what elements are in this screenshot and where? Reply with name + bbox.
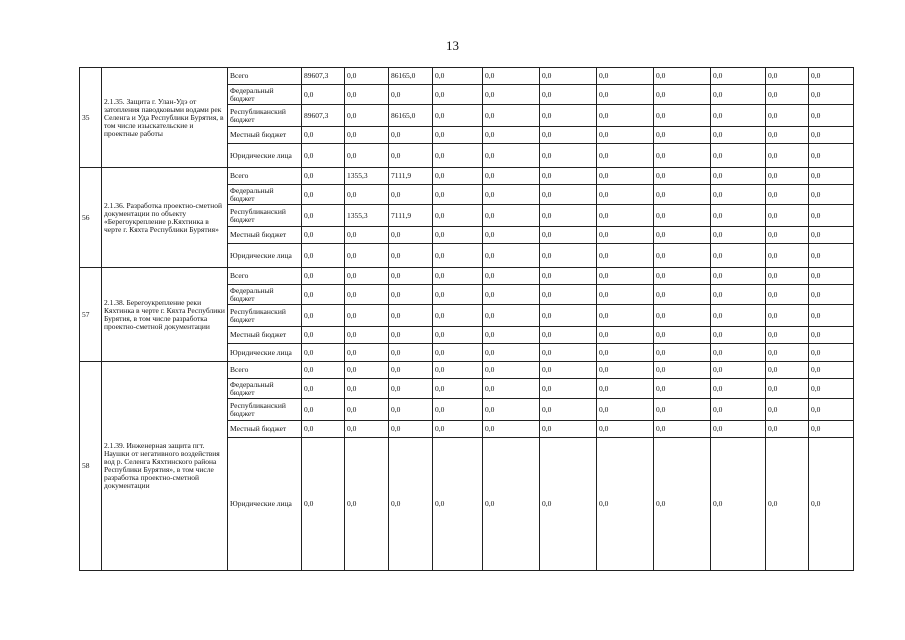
value-cell: 0,0 [483,227,540,244]
value-cell: 1355,3 [345,168,389,185]
value-cell: 0,0 [711,85,766,105]
value-cell: 0,0 [809,421,854,438]
value-cell: 0,0 [809,205,854,227]
value-cell: 0,0 [654,399,711,421]
value-cell: 0,0 [540,168,597,185]
value-cell: 0,0 [597,344,654,362]
value-cell: 0,0 [766,362,809,379]
value-cell: 0,0 [389,244,433,268]
value-cell: 0,0 [711,399,766,421]
budget-body [80,68,898,571]
value-cell: 0,0 [597,185,654,205]
value-cell: 0,0 [654,144,711,168]
value-cell: 0,0 [654,344,711,362]
value-cell: 0,0 [433,421,483,438]
value-cell: 0,0 [766,268,809,285]
value-cell: 0,0 [809,438,854,571]
value-cell: 0,0 [483,144,540,168]
value-cell: 0,0 [711,68,766,85]
value-cell: 0,0 [540,205,597,227]
value-cell: 0,0 [809,244,854,268]
value-cell: 0,0 [597,305,654,327]
value-cell: 0,0 [766,244,809,268]
value-cell: 0,0 [302,144,345,168]
value-cell: 0,0 [389,85,433,105]
value-cell: 0,0 [711,438,766,571]
value-cell: 0,0 [597,362,654,379]
value-cell: 0,0 [389,227,433,244]
value-cell: 0,0 [483,399,540,421]
value-cell: 0,0 [540,127,597,144]
value-cell: 0,0 [433,362,483,379]
value-cell: 0,0 [654,285,711,305]
value-cell: 0,0 [540,244,597,268]
value-cell: 0,0 [711,327,766,344]
value-cell: 0,0 [711,185,766,205]
value-cell: 0,0 [433,168,483,185]
value-cell: 0,0 [345,227,389,244]
funding-source: Всего [228,68,302,85]
value-cell: 0,0 [540,379,597,399]
value-cell: 0,0 [302,305,345,327]
funding-source: Всего [228,268,302,285]
value-cell: 0,0 [345,105,389,127]
value-cell: 0,0 [809,127,854,144]
funding-source: Местный бюджет [228,227,302,244]
value-cell: 0,0 [809,144,854,168]
value-cell: 0,0 [766,421,809,438]
value-cell: 0,0 [654,327,711,344]
value-cell: 0,0 [345,421,389,438]
value-cell: 0,0 [809,227,854,244]
value-cell: 0,0 [711,379,766,399]
row-number: 57 [80,268,102,362]
funding-source: Всего [228,362,302,379]
value-cell: 0,0 [302,362,345,379]
value-cell: 7111,9 [389,168,433,185]
value-cell: 0,0 [540,268,597,285]
value-cell: 86165,0 [389,68,433,85]
value-cell: 0,0 [389,421,433,438]
value-cell: 0,0 [433,285,483,305]
value-cell: 0,0 [483,85,540,105]
value-cell: 0,0 [766,399,809,421]
value-cell: 0,0 [766,85,809,105]
activity-name: 2.1.38. Берегоукрепление реки Кяхтинка в черте г. Кяхта Республики Бурятия, в том числе разработка проектно-сметной документации [102,268,228,362]
funding-source: Федеральный бюджет [228,379,302,399]
value-cell: 0,0 [302,185,345,205]
value-cell: 0,0 [302,227,345,244]
value-cell: 0,0 [389,268,433,285]
value-cell: 0,0 [483,185,540,205]
row-number: 56 [80,168,102,268]
value-cell: 0,0 [766,344,809,362]
value-cell: 0,0 [809,68,854,85]
value-cell: 0,0 [809,285,854,305]
funding-source: Юридические лица [228,438,302,571]
funding-source: Республиканский бюджет [228,399,302,421]
value-cell: 0,0 [597,285,654,305]
value-cell: 0,0 [540,327,597,344]
value-cell: 0,0 [483,205,540,227]
value-cell: 7111,9 [389,205,433,227]
value-cell: 0,0 [302,268,345,285]
value-cell: 0,0 [433,127,483,144]
page-number: 13 [446,38,459,53]
value-cell: 0,0 [766,205,809,227]
value-cell: 0,0 [433,85,483,105]
row-number: 58 [80,362,102,571]
value-cell: 0,0 [597,268,654,285]
value-cell: 0,0 [654,127,711,144]
value-cell: 0,0 [597,105,654,127]
activity-name: 2.1.39. Инженерная защита пгт. Наушки от негативного воздействия вод р. Селенга Кяхтинского района Республики Бурятия», в том числе разработка проектно-сметной документации [102,362,228,571]
value-cell: 0,0 [711,421,766,438]
value-cell: 0,0 [809,85,854,105]
value-cell: 0,0 [597,168,654,185]
funding-source: Федеральный бюджет [228,185,302,205]
value-cell: 0,0 [597,244,654,268]
value-cell: 0,0 [809,185,854,205]
funding-source: Республиканский бюджет [228,105,302,127]
value-cell: 0,0 [389,127,433,144]
value-cell: 0,0 [540,185,597,205]
value-cell: 0,0 [654,379,711,399]
value-cell: 0,0 [483,127,540,144]
value-cell: 0,0 [302,205,345,227]
value-cell: 0,0 [711,285,766,305]
funding-source: Юридические лица [228,344,302,362]
value-cell: 0,0 [483,244,540,268]
funding-source: Федеральный бюджет [228,285,302,305]
value-cell: 0,0 [540,105,597,127]
value-cell: 0,0 [540,305,597,327]
value-cell: 0,0 [302,344,345,362]
value-cell: 0,0 [433,344,483,362]
value-cell: 0,0 [654,305,711,327]
value-cell: 0,0 [345,305,389,327]
value-cell: 0,0 [483,168,540,185]
value-cell: 0,0 [389,144,433,168]
value-cell: 0,0 [433,268,483,285]
value-cell: 0,0 [809,305,854,327]
value-cell: 0,0 [654,68,711,85]
value-cell: 0,0 [809,268,854,285]
value-cell: 0,0 [345,327,389,344]
value-cell: 0,0 [345,68,389,85]
value-cell: 0,0 [433,185,483,205]
value-cell: 0,0 [809,362,854,379]
value-cell: 0,0 [766,168,809,185]
funding-source: Юридические лица [228,144,302,168]
value-cell: 0,0 [389,327,433,344]
value-cell: 0,0 [433,105,483,127]
value-cell: 0,0 [345,379,389,399]
table-row [80,268,898,285]
value-cell: 0,0 [433,399,483,421]
value-cell: 0,0 [540,68,597,85]
value-cell: 0,0 [302,421,345,438]
value-cell: 0,0 [597,421,654,438]
value-cell: 0,0 [766,285,809,305]
value-cell: 0,0 [766,379,809,399]
value-cell: 0,0 [433,438,483,571]
value-cell: 0,0 [389,344,433,362]
value-cell: 0,0 [345,362,389,379]
value-cell: 0,0 [389,399,433,421]
value-cell: 0,0 [540,144,597,168]
value-cell: 0,0 [597,399,654,421]
activity-name: 2.1.35. Защита г. Улан-Удэ от затопления паводковыми водами рек Селенга и Уда Республики Бурятия, в том числе изыскательские и проектные работы [102,68,228,168]
value-cell: 0,0 [483,379,540,399]
value-cell: 0,0 [654,85,711,105]
value-cell: 0,0 [711,168,766,185]
value-cell: 0,0 [597,85,654,105]
value-cell: 0,0 [483,421,540,438]
value-cell: 0,0 [654,168,711,185]
value-cell: 0,0 [654,185,711,205]
value-cell: 0,0 [711,105,766,127]
funding-source: Республиканский бюджет [228,305,302,327]
value-cell: 0,0 [389,362,433,379]
funding-source: Федеральный бюджет [228,85,302,105]
value-cell: 0,0 [302,438,345,571]
value-cell: 0,0 [654,421,711,438]
value-cell: 0,0 [597,68,654,85]
value-cell: 0,0 [302,85,345,105]
value-cell: 0,0 [540,438,597,571]
value-cell: 0,0 [809,344,854,362]
funding-source: Всего [228,168,302,185]
value-cell: 0,0 [302,285,345,305]
value-cell: 0,0 [540,344,597,362]
funding-source: Юридические лица [228,244,302,268]
value-cell: 0,0 [433,227,483,244]
value-cell: 0,0 [433,68,483,85]
value-cell: 0,0 [711,205,766,227]
value-cell: 0,0 [302,168,345,185]
value-cell: 0,0 [711,127,766,144]
value-cell: 0,0 [483,438,540,571]
value-cell: 0,0 [433,305,483,327]
value-cell: 0,0 [654,362,711,379]
value-cell: 0,0 [302,327,345,344]
value-cell: 0,0 [389,285,433,305]
value-cell: 0,0 [483,268,540,285]
table-row [80,68,898,85]
funding-source: Местный бюджет [228,421,302,438]
value-cell: 0,0 [766,144,809,168]
value-cell: 0,0 [711,268,766,285]
value-cell: 0,0 [766,105,809,127]
value-cell: 0,0 [809,327,854,344]
table-row [80,168,898,185]
activity-name: 2.1.36. Разработка проектно-сметной документации по объекту «Берегоукрепление р.Кяхтинка в черте г. Кяхта Республики Бурятия» [102,168,228,268]
table-row [80,362,898,379]
value-cell: 0,0 [483,344,540,362]
value-cell: 0,0 [302,127,345,144]
value-cell: 0,0 [540,362,597,379]
value-cell: 0,0 [540,285,597,305]
value-cell: 0,0 [766,227,809,244]
value-cell: 0,0 [302,379,345,399]
value-cell: 0,0 [809,168,854,185]
value-cell: 0,0 [433,327,483,344]
value-cell: 0,0 [711,344,766,362]
value-cell: 0,0 [711,244,766,268]
value-cell: 0,0 [389,305,433,327]
value-cell: 0,0 [654,105,711,127]
value-cell: 0,0 [302,244,345,268]
value-cell: 0,0 [345,344,389,362]
value-cell: 0,0 [711,227,766,244]
value-cell: 0,0 [766,185,809,205]
value-cell: 0,0 [483,285,540,305]
value-cell: 0,0 [345,127,389,144]
value-cell: 0,0 [389,379,433,399]
value-cell: 0,0 [433,379,483,399]
value-cell: 0,0 [345,244,389,268]
funding-source: Местный бюджет [228,127,302,144]
value-cell: 0,0 [654,438,711,571]
value-cell: 0,0 [433,205,483,227]
value-cell: 0,0 [766,127,809,144]
value-cell: 0,0 [345,85,389,105]
value-cell: 0,0 [809,105,854,127]
funding-source: Местный бюджет [228,327,302,344]
value-cell: 0,0 [654,227,711,244]
value-cell: 0,0 [654,268,711,285]
value-cell: 0,0 [302,399,345,421]
value-cell: 0,0 [597,227,654,244]
value-cell: 0,0 [809,379,854,399]
value-cell: 0,0 [345,185,389,205]
value-cell: 0,0 [433,244,483,268]
value-cell: 0,0 [711,362,766,379]
value-cell: 0,0 [597,144,654,168]
value-cell: 0,0 [540,227,597,244]
value-cell: 0,0 [389,185,433,205]
value-cell: 0,0 [540,85,597,105]
value-cell: 0,0 [766,305,809,327]
value-cell: 0,0 [766,68,809,85]
value-cell: 0,0 [654,205,711,227]
value-cell: 0,0 [483,305,540,327]
value-cell: 0,0 [766,438,809,571]
value-cell: 0,0 [483,327,540,344]
value-cell: 0,0 [345,144,389,168]
value-cell: 0,0 [483,362,540,379]
value-cell: 0,0 [540,421,597,438]
value-cell: 0,0 [711,305,766,327]
value-cell: 0,0 [483,68,540,85]
value-cell: 0,0 [766,327,809,344]
value-cell: 0,0 [597,127,654,144]
value-cell: 0,0 [809,399,854,421]
value-cell: 0,0 [483,105,540,127]
value-cell: 0,0 [597,327,654,344]
value-cell: 0,0 [433,144,483,168]
value-cell: 0,0 [597,438,654,571]
budget-table [79,67,898,571]
value-cell: 1355,3 [345,205,389,227]
value-cell: 0,0 [345,399,389,421]
value-cell: 0,0 [389,438,433,571]
value-cell: 89607,3 [302,68,345,85]
value-cell: 0,0 [345,438,389,571]
funding-source: Республиканский бюджет [228,205,302,227]
row-number: 35 [80,68,102,168]
value-cell: 0,0 [540,399,597,421]
value-cell: 0,0 [711,144,766,168]
value-cell: 0,0 [597,379,654,399]
value-cell: 0,0 [345,285,389,305]
value-cell: 89607,3 [302,105,345,127]
value-cell: 0,0 [597,205,654,227]
value-cell: 0,0 [654,244,711,268]
value-cell: 0,0 [345,268,389,285]
value-cell: 86165,0 [389,105,433,127]
